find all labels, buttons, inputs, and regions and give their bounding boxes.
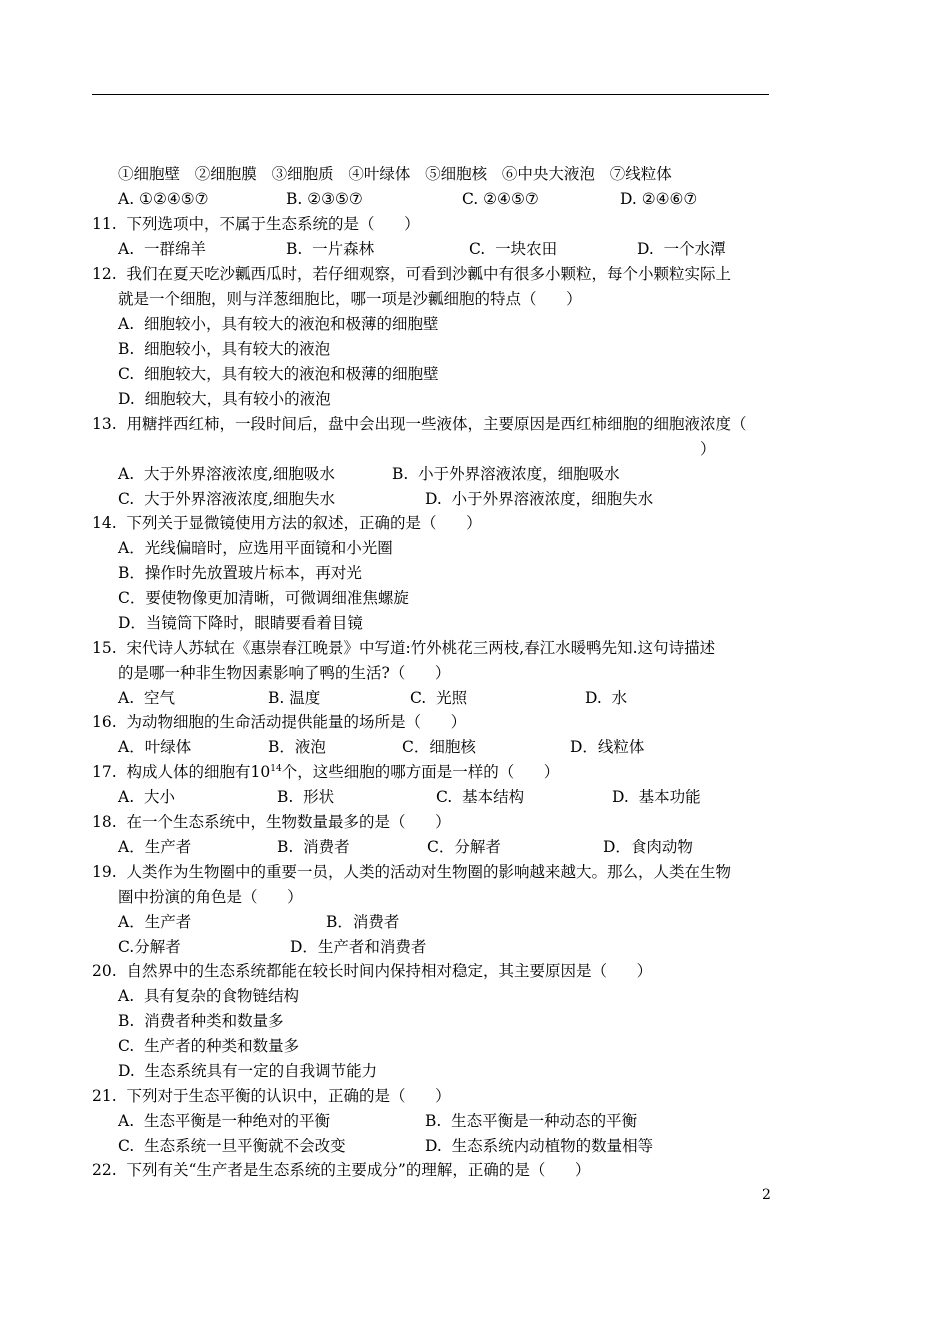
- q10-option-a: A. ①②④⑤⑦: [118, 190, 209, 208]
- q22-stem: 22. 下列有关“生产者是生态系统的主要成分”的理解，正确的是（ ）: [92, 1161, 591, 1179]
- q13-stem-line2: ）: [700, 440, 716, 458]
- q11-option-a: A. 一群绵羊: [118, 240, 206, 258]
- q15-option-a: A. 空气: [118, 689, 175, 707]
- q17-option-a: A. 大小: [118, 788, 175, 806]
- q11-option-d: D. 一个水潭: [637, 240, 726, 258]
- q20-stem: 20. 自然界中的生态系统都能在较长时间内保持相对稳定，其主要原因是（ ）: [92, 962, 653, 980]
- q16-option-d: D．线粒体: [570, 738, 645, 756]
- q18-option-a: A．生产者: [118, 838, 192, 856]
- q12-option-c: C. 细胞较大，具有较大的液泡和极薄的细胞壁: [118, 365, 439, 383]
- q19-stem-line1: 19. 人类作为生物圈中的重要一员，人类的活动对生物圈的影响越来越大。那么，人类在生物: [92, 863, 732, 881]
- q20-option-b: B. 消费者种类和数量多: [118, 1012, 284, 1030]
- q21-option-b: B. 生态平衡是一种动态的平衡: [425, 1112, 638, 1130]
- q21-option-d: D. 生态系统内动植物的数量相等: [425, 1137, 654, 1155]
- q17-option-c: C. 基本结构: [436, 788, 525, 806]
- q15-option-d: D. 水: [585, 689, 628, 707]
- q15-stem-line1: 15. 宋代诗人苏轼在《惠崇春江晚景》中写道:竹外桃花三两枝,春江水暖鸭先知.这句诗描述: [92, 639, 716, 657]
- q15-stem-line2: 的是哪一种非生物因素影响了鸭的生活?（ ）: [118, 664, 451, 682]
- q19-stem-line2: 圈中扮演的角色是（ ）: [118, 888, 303, 906]
- q17-stem-before: 17. 构成人体的细胞有10: [92, 763, 271, 781]
- q12-option-b: B. 细胞较小，具有较大的液泡: [118, 340, 331, 358]
- q10-items: ①细胞壁 ②细胞膜 ③细胞质 ④叶绿体 ⑤细胞核 ⑥中央大液泡 ⑦线粒体: [118, 165, 672, 183]
- q20-option-c: C. 生产者的种类和数量多: [118, 1037, 300, 1055]
- q14-stem: 14. 下列关于显微镜使用方法的叙述，正确的是（ ）: [92, 514, 482, 532]
- q10-option-d: D. ②④⑥⑦: [620, 190, 698, 208]
- q21-stem: 21. 下列对于生态平衡的认识中，正确的是（ ）: [92, 1087, 451, 1105]
- q15-option-b: B. 温度: [268, 689, 321, 707]
- q14-option-d: D．当镜筒下降时，眼睛要看着目镜: [118, 614, 363, 632]
- q16-option-a: A．叶绿体: [118, 738, 192, 756]
- q11-option-c: C. 一块农田: [469, 240, 558, 258]
- q16-option-b: B．液泡: [268, 738, 326, 756]
- q12-option-d: D. 细胞较大，具有较小的液泡: [118, 390, 331, 408]
- q17-option-b: B. 形状: [277, 788, 335, 806]
- q12-option-a: A. 细胞较小，具有较大的液泡和极薄的细胞壁: [118, 315, 439, 333]
- header-rule: [92, 94, 769, 95]
- q11-stem: 11. 下列选项中，不属于生态系统的是（ ）: [92, 215, 420, 233]
- q17-option-d: D. 基本功能: [612, 788, 701, 806]
- q17-stem: [92, 762, 559, 782]
- q18-option-c: C．分解者: [427, 838, 501, 856]
- q13-option-a: A. 大于外界溶液浓度,细胞吸水: [118, 465, 335, 483]
- q18-option-b: B. 消费者: [277, 838, 350, 856]
- q13-option-c: C. 大于外界溶液浓度,细胞失水: [118, 490, 336, 508]
- q14-option-a: A．光线偏暗时，应选用平面镜和小光圈: [118, 539, 393, 557]
- q18-stem: 18. 在一个生态系统中，生物数量最多的是（ ）: [92, 813, 451, 831]
- q19-option-a: A．生产者: [118, 913, 192, 931]
- q17-stem-exponent: 14: [270, 763, 282, 774]
- q14-option-c: C．要使物像更加清晰，可微调细准焦螺旋: [118, 589, 409, 607]
- q12-stem-line1: 12. 我们在夏天吃沙瓤西瓜时，若仔细观察，可看到沙瓤中有很多小颗粒，每个小颗粒实际上: [92, 265, 732, 283]
- q11-option-b: B. 一片森林: [286, 240, 375, 258]
- q18-option-d: D．食肉动物: [603, 838, 693, 856]
- q16-option-c: C．细胞核: [402, 738, 476, 756]
- page-number: 2: [762, 1187, 771, 1203]
- q12-stem-line2: 就是一个细胞，则与洋葱细胞比，哪一项是沙瓤细胞的特点（ ）: [118, 290, 582, 308]
- q21-option-a: A. 生态平衡是一种绝对的平衡: [118, 1112, 330, 1130]
- q19-option-c: C.分解者: [118, 938, 181, 956]
- q20-option-d: D. 生态系统具有一定的自我调节能力: [118, 1062, 378, 1080]
- q13-option-d: D. 小于外界溶液浓度，细胞失水: [425, 490, 654, 508]
- q15-option-c: C. 光照: [410, 689, 468, 707]
- q19-option-b: B．消费者: [326, 913, 400, 931]
- q10-option-c: C. ②④⑤⑦: [462, 190, 539, 208]
- q14-option-b: B．操作时先放置玻片标本，再对光: [118, 564, 362, 582]
- q20-option-a: A. 具有复杂的食物链结构: [118, 987, 299, 1005]
- q19-option-d: D．生产者和消费者: [290, 938, 427, 956]
- q13-stem-line1: 13. 用糖拌西红柿，一段时间后，盘中会出现一些液体，主要原因是西红柿细胞的细胞液浓度（: [92, 415, 747, 433]
- q16-stem: 16. 为动物细胞的生命活动提供能量的场所是（ ）: [92, 713, 467, 731]
- q21-option-c: C. 生态系统一旦平衡就不会改变: [118, 1137, 346, 1155]
- q13-option-b: B. 小于外界溶液浓度，细胞吸水: [392, 465, 620, 483]
- q10-option-b: B. ②③⑤⑦: [286, 190, 363, 208]
- q17-stem-after: 个，这些细胞的哪方面是一样的（ ）: [281, 763, 560, 781]
